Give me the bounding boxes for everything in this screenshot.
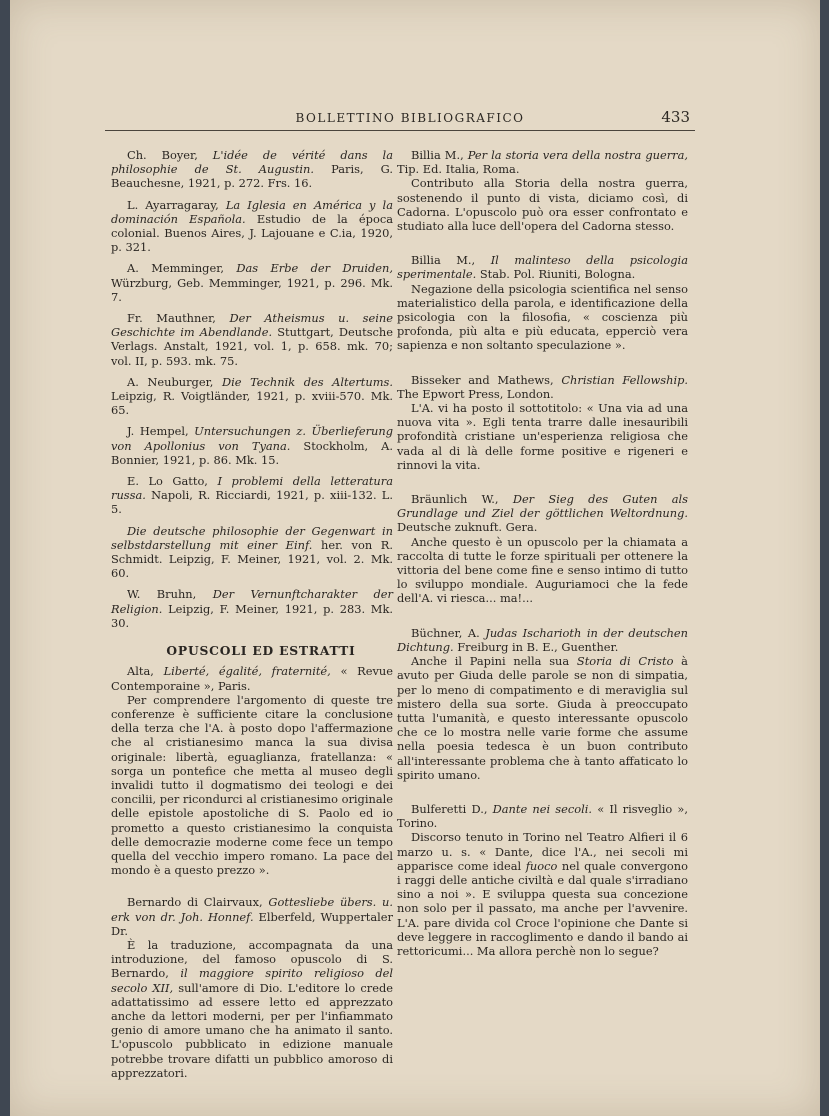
review-block	[397, 253, 688, 352]
review-body: Anche il Papini nella sua Storia di Cristo à avuto per Giuda delle parole se non di simpatia, per lo meno di compatimento e di meraviglia sul mistero della sua sorte. Giuda à preoccupato tutta l'umanità, e questo interessante opuscolo che ce lo mostra nelle varie forme che assume nella poesia tedesca è un buon contributo all'interessante problema che à tanto affaticato lo spirito umano.	[397, 654, 688, 782]
bib-entry: A. Neuburger, Die Technik des Altertums. Leipzig, R. Voigtländer, 1921, p. xviii-570. Mk. 65.	[111, 374, 393, 418]
review-body: È la traduzione, accompagnata da una introduzione, del famoso opuscolo di S. Bernardo, il maggiore spirito religioso del secolo XII, sull'amore di Dio. L'editore lo crede adattatissimo ad essere letto ed apprezzato anche da lettori moderni, per per l'infiammato genio di amore umano che ha animato il santo. L'opuscolo pubblicato in edizione manuale potrebbe trovare difatti un pubblico amoroso di apprezzatori.	[111, 937, 394, 1080]
review-heading: Bulferetti D., Dante nei secoli. « Il risveglio », Torino.	[397, 801, 689, 831]
bib-entry: Fr. Mauthner, Der Atheismus u. seine Geschichte im Abendlande. Stuttgart, Deutsche Verlags. Anstalt, 1921, vol. 1, p. 658. mk. 70; vol. II, p. 593. mk. 75.	[111, 311, 393, 368]
header-title: BOLLETTINO BIBLIOGRAFICO	[295, 111, 525, 125]
review-block	[397, 148, 688, 233]
left-column	[111, 148, 393, 1080]
header-rule	[105, 130, 695, 131]
review-block	[397, 626, 688, 782]
review-heading: Bräunlich W., Der Sieg des Guten als Grundlage und Ziel der göttlichen Weltordnung. Deutsche zuknuft. Gera.	[397, 492, 688, 535]
review-block	[397, 492, 688, 606]
page-number: 433	[661, 108, 690, 126]
review-heading: Billia M., Per la storia vera della nostra guerra, Tip. Ed. Italia, Roma.	[397, 148, 688, 177]
review-heading: Bernardo di Clairvaux, Gottesliebe übers. u. erk von dr. Joh. Honnef. Elberfeld, Wuppertaler Dr.	[111, 895, 393, 938]
page	[10, 0, 820, 1116]
review-heading: Büchner, A. Judas Ischarioth in der deutschen Dichtung. Freiburg in B. E., Guenther.	[397, 625, 688, 654]
bib-entry: A. Memminger, Das Erbe der Druiden, Würzburg, Geb. Memminger, 1921, p. 296. Mk. 7.	[111, 261, 393, 304]
review-body: L'A. vi ha posto il sottotitolo: « Una via ad una nuova vita ». Egli tenta trarre dalle inesauribili profondità cristiane un'esperienza religiosa che vada al di là delle forme positive e rigeneri e rinnovi la vita.	[397, 401, 688, 472]
review-body: Per comprendere l'argomento di queste tre conferenze è sufficiente citare la conclusione della terza che l'A. à posto dopo l'affermazione che al cristianesimo manca la sua divisa originale: libertà, eguaglianza, fratellanza: « sorga un pontefice che metta al museo degli invalidi tutto il dogmatismo dei teologi e dei concilii, per ricondurci al cristianesimo originale delle epistole apostoliche di S. Paolo ed io prometto a questo cristianesimo la conquista delle democrazie moderne come fece un tempo quella del vecchio impero romano. La pace del mondo è a questo prezzo ».	[111, 692, 393, 878]
bib-entry: E. Lo Gatto, I problemi della letteratura russa. Napoli, R. Ricciardi, 1921, p. xiii-132. L. 5.	[111, 474, 393, 517]
review-heading: Bisseker and Mathews, Christian Fellowship. The Epwort Press, London.	[397, 372, 688, 401]
review-body: Discorso tenuto in Torino nel Teatro Alfieri il 6 marzo u. s. « Dante, dice l'A., nei secoli mi apparisce come ideal fuoco nel quale convergono i raggi delle antiche civiltà e dal quale s'irradiano sino a noi ». E sviluppa questa sua concezione non solo per il passato, ma anche per l'avvenire. L'A. pare divida col Croce l'opinione che Dante si deve leggere in raccoglimento e dando il bando ai rettoricumi... Ma allora perchè non lo segue?	[397, 830, 688, 958]
bib-entry: L. Ayarragaray, La Iglesia en América y la dominación Española. Estudio de la época colonial. Buenos Aires, J. Lajouane e C.ia, 1920, p. 321.	[111, 197, 393, 255]
review-block	[397, 373, 688, 472]
review-heading: Billia M., Il malinteso della psicologia sperimentale. Stab. Pol. Riuniti, Bologna.	[397, 253, 688, 282]
bib-entry: Die deutsche philosophie der Gegenwart in selbstdarstellung mit einer Einf. her. von R. Schmidt. Leipzig, F. Meiner, 1921, vol. 2. Mk. 60.	[111, 523, 393, 581]
review-body: Negazione della psicologia scientifica nel senso materialistico della parola, e identificazione della psicologia con la filosofia, « coscienza più profonda, più alta e più educata, epperciò vera sapienza e non soltanto speculazione ».	[397, 281, 688, 353]
bib-entry: J. Hempel, Untersuchungen z. Überlieferung von Apollonius von Tyana. Stockholm, A. Bonnier, 1921, p. 86. Mk. 15.	[111, 424, 393, 467]
bib-entry: W. Bruhn, Der Vernunftcharakter der Religion. Leipzig, F. Meiner, 1921, p. 283. Mk. 30.	[111, 587, 393, 630]
running-header	[130, 108, 690, 132]
review-body: Contributo alla Storia della nostra guerra, sostenendo il punto di vista, diciamo così, di Cadorna. L'opuscolo può ora esser confrontato e studiato alla luce dell'opera del Cadorna stesso.	[397, 176, 688, 234]
review-body: Anche questo è un opuscolo per la chiamata a raccolta di tutte le forze spirituali per ottenere la vittoria del bene come fine e senso intimo di tutto lo sviluppo mondiale. Auguriamoci che la fede dell'A. vi riesca... ma!...	[397, 534, 688, 606]
right-column	[397, 148, 688, 978]
bib-entry: Ch. Boyer, L'idée de vérité dans la philosophie de St. Augustin. Paris, G. Beauchesne, 1921, p. 272. Frs. 16.	[111, 148, 393, 191]
review-block	[397, 802, 688, 958]
review-heading: Alta, Liberté, égalité, fraternité, « Revue Contemporaine », Paris.	[111, 664, 393, 693]
section-title: OPUSCOLI ED ESTRATTI	[166, 643, 356, 659]
